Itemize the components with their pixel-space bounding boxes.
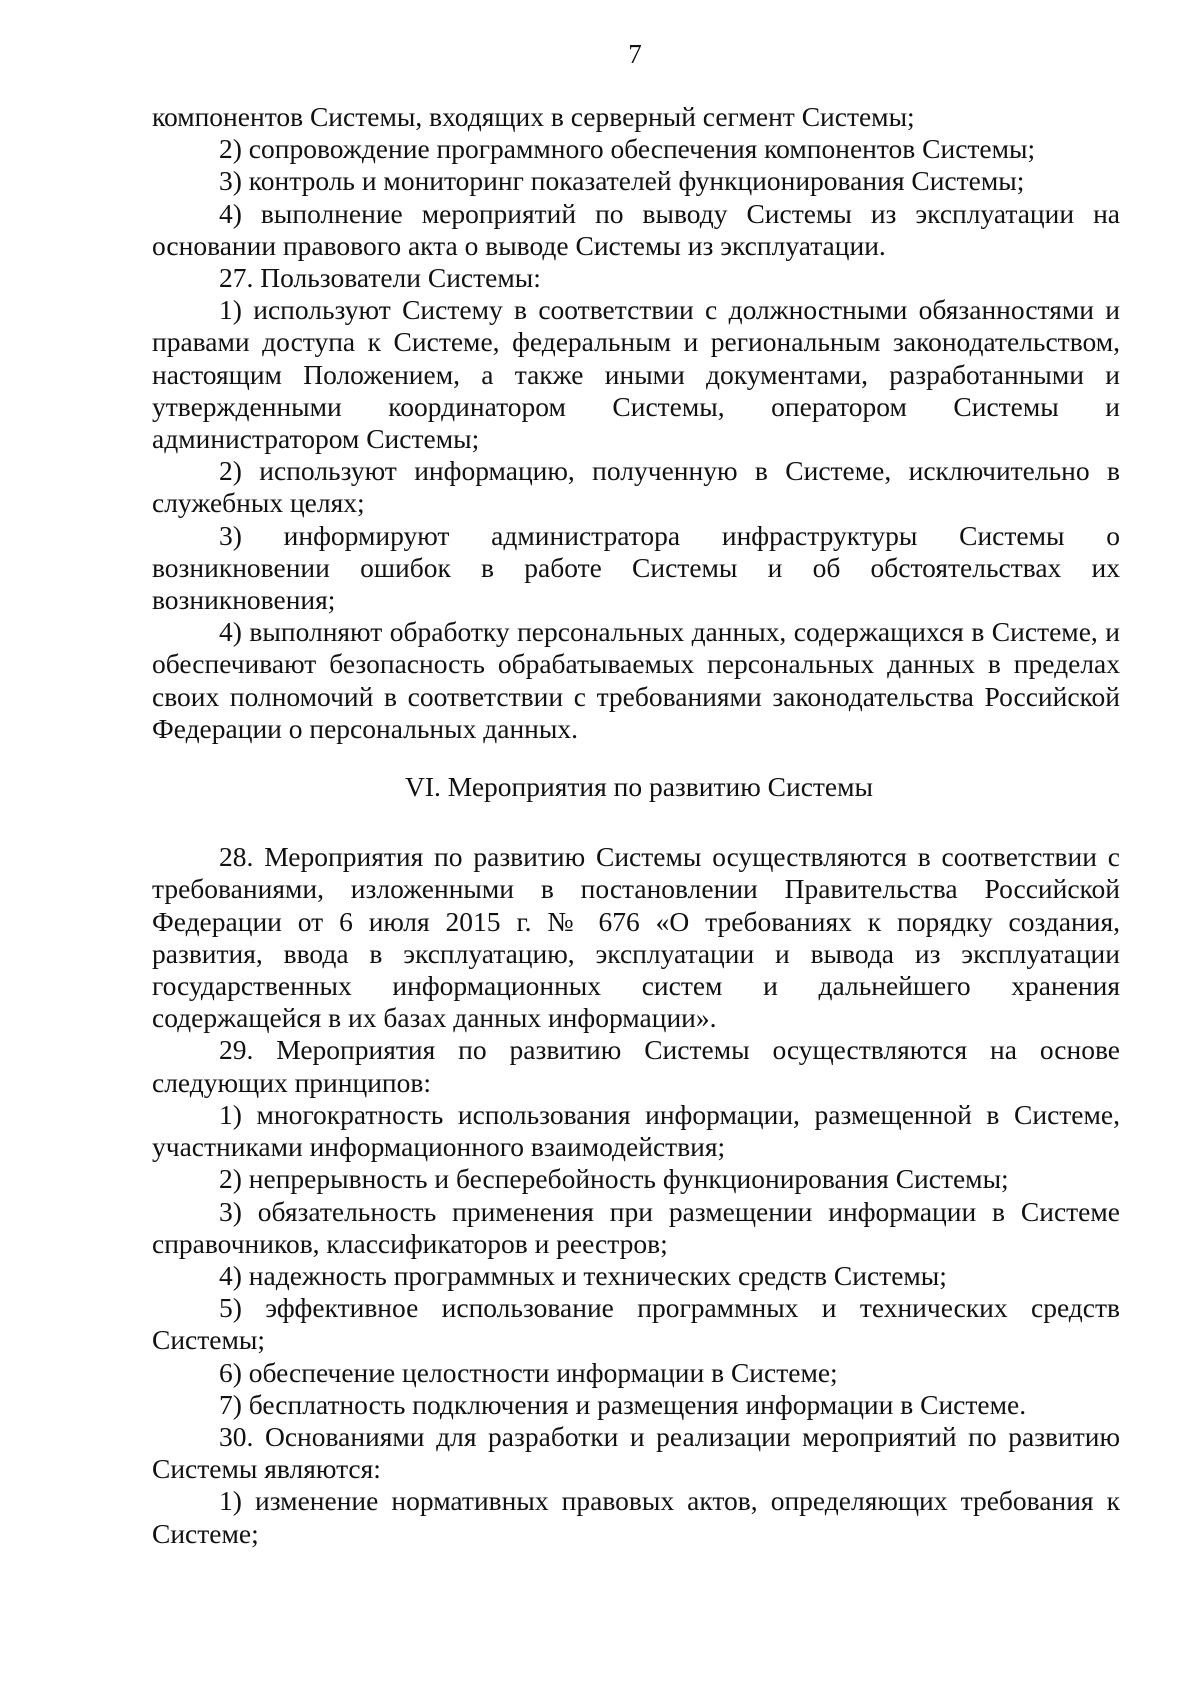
document-body <box>152 101 1120 1550</box>
clause-29-item-4: 4) надежность программных и технических средств Системы; <box>219 1259 947 1291</box>
clause-27-item-4: 4) выполняют обработку персональных данных, содержащихся в Системе, и обеспечивают безопасность обрабатываемых персональных данных в пределах своих полномочий в соответствии с требованиями законодательства Российской Федерации о персональных данных. <box>152 616 1120 744</box>
clause-29-heading: 29. Мероприятия по развитию Системы осуществляются на основе следующих принципов: <box>152 1034 1120 1098</box>
clause-29-item-3: 3) обязательность применения при размещении информации в Системе справочников, классификаторов и реестров; <box>152 1195 1120 1259</box>
list-item-monitoring: 3) контроль и мониторинг показателей функционирования Системы; <box>219 165 1025 197</box>
clause-29-item-7: 7) бесплатность подключения и размещения информации в Системе. <box>219 1388 1027 1420</box>
clause-27-item-1: 1) используют Систему в соответствии с должностными обязанностями и правами доступа к Системе, федеральным и региональным законодательством, настоящим Положением, а также иными документами, разработанными и утвержденными координатором Системы, оператором Системы и администратором Системы; <box>152 294 1120 455</box>
clause-29-item-6: 6) обеспечение целостности информации в Системе; <box>219 1356 838 1388</box>
section-heading: VI. Мероприятия по развитию Системы <box>404 771 874 803</box>
clause-27-item-3: 3) информируют администратора инфраструктуры Системы о возникновении ошибок в работе Системы и об обстоятельствах их возникновения; <box>152 519 1120 616</box>
clause-27-item-2: 2) используют информацию, полученную в Системе, исключительно в служебных целях; <box>152 455 1120 519</box>
clause-29-item-2: 2) непрерывность и бесперебойность функционирования Системы; <box>219 1163 1009 1195</box>
clause-28: 28. Мероприятия по развитию Системы осуществляются в соответствии с требованиями, изложенными в постановлении Правительства Российской Федерации от 6 июля 2015 г. № 676 «О требованиях к порядку создания, развития, ввода в эксплуатацию, эксплуатации и вывода из эксплуатации государственных информационных систем и дальнейшего хранения содержащейся в их базах данных информации». <box>152 841 1120 1034</box>
page-number: 7 <box>628 39 642 69</box>
list-item-decommission: 4) выполнение мероприятий по выводу Системы из эксплуатации на основании правового акта о выводе Системы из эксплуатации. <box>152 197 1120 261</box>
list-item-maintenance: 2) сопровождение программного обеспечения компонентов Системы; <box>219 133 1036 165</box>
clause-27-heading: 27. Пользователи Системы: <box>219 262 541 294</box>
clause-29-item-1: 1) многократность использования информации, размещенной в Системе, участниками информационного взаимодействия; <box>152 1098 1120 1163</box>
clause-30-item-1: 1) изменение нормативных правовых актов, определяющих требования к Системе; <box>152 1485 1120 1549</box>
clause-29-item-5: 5) эффективное использование программных и технических средств Системы; <box>152 1292 1120 1356</box>
clause-30-heading: 30. Основаниями для разработки и реализации мероприятий по развитию Системы являются: <box>152 1420 1120 1485</box>
paragraph-continuation: компонентов Системы, входящих в серверный сегмент Системы; <box>152 101 915 132</box>
